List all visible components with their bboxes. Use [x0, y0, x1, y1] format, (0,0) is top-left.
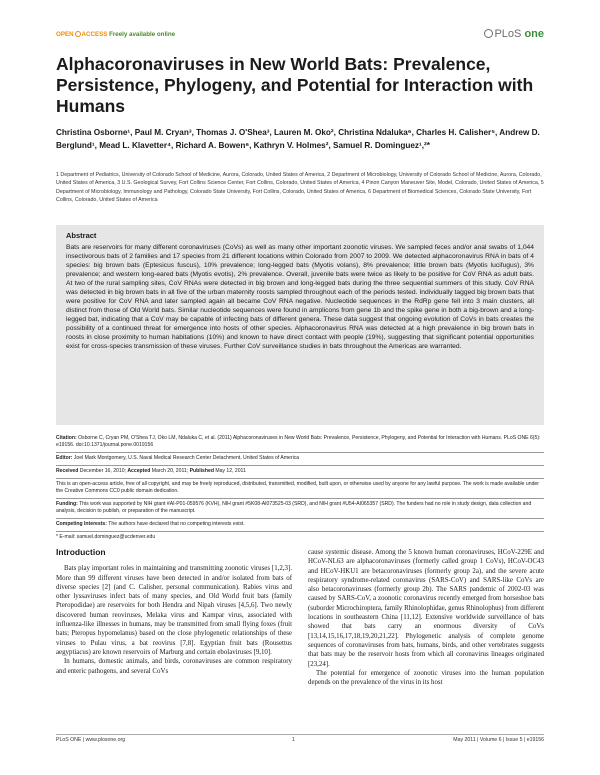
- published-date: May 12, 2011: [215, 468, 246, 474]
- logo-plos-text: PLoS: [494, 28, 522, 40]
- dates-row: [56, 466, 544, 479]
- body-column-right: [308, 548, 544, 687]
- affiliations: 1 Department of Pediatrics, University of Colorado School of Medicine, Aurora, Colorado, United States of America, 2 Department of Microbiology, University of Colorado School of Medicine, Aurora, Colorado, United States of America, 3 U.S. Geological Survey, Fort Collins Science Center, Fort Collins, Colorado, United States of America, 4 Pinon Canyon Maneuver Site, Model, Colorado, United States of America, 5 Department of Microbiology, Immunology and Pathology, Colorado State University, Fort Collins, Colorado, United States of America, 6 Department of Biomedical Sciences, Colorado State University, Fort Collins, Colorado, United States of America: [56, 172, 544, 204]
- received-date: December 16, 2010;: [79, 468, 126, 474]
- competing-interests-label: Competing Interests:: [56, 521, 107, 527]
- author-list: Christina Osborne¹, Paul M. Cryan³, Thomas J. O'Shea³, Lauren M. Oko², Christina Ndaluka⁶, Charles H. Calisher⁵, Andrew D. Berglund¹, Mead L. Klavetter⁴, Richard A. Bowen⁶, Kathryn V. Holmes², Samuel R. Dominguez¹,²*: [56, 128, 540, 150]
- journal-header: [56, 30, 544, 44]
- free-online-label: Freely available online: [109, 31, 176, 38]
- funding-text: This work was supported by NIH grant #AI-P01-059576 (KVH), NIH grant #5K08-AI073525-03 (SRD), and NIH grant #U54-AI065357 (SRD). The funders had no role in study design, data collection and analysis, decision to publish, or preparation of the manuscript.: [56, 501, 532, 514]
- citation-row: [56, 433, 544, 453]
- published-label: Published: [189, 468, 214, 474]
- accepted-label: Accepted: [127, 468, 151, 474]
- email-row: * E-mail: samuel.dominguez@ucdenver.edu: [56, 534, 156, 540]
- article-title: Alphacoronaviruses in New World Bats: Prevalence, Persistence, Phylogeny, and Potential for Interaction with Humans: [56, 54, 534, 116]
- citation-label: Citation:: [56, 435, 77, 441]
- editor-row: [56, 453, 544, 466]
- copyright-row: This is an open-access article, free of all copyright, and may be freely reproduced, distributed, transmitted, modified, built upon, or otherwise used by anyone for any lawful purpose. The work is made available under the Creative Commons CC0 public domain dedication.: [56, 479, 544, 499]
- footer-page-number: 1: [292, 737, 295, 743]
- intro-paragraph-1: Bats play important roles in maintaining and transmitting zoonotic viruses [1,2,3]. More than 99 different viruses have been detected in and/or isolated from bats of diverse species [2] (and C. Calisher, personal communication). Rabies virus and other lyssaviruses infect bats of many species, and Old World fruit bats (family Pteropodidae) are reservoirs for both Hendra and Nipah viruses [4,5,6]. Two newly discovered human reoviruses, Melaka virus and Kampar virus, associated with influenza-like illnesses in humans, may be transmitted from small flying foxes (fruit bats; Pteropus hypomelanus) based on the close phylogenetic relationships of these viruses to Pulau virus, a bat reovirus [7,8]. Egyptian fruit bats (Rousettus aegyptiacus) are known reservoirs of Marburg and certain ebolaviruses [9,10].: [56, 565, 292, 656]
- accepted-date: March 20, 2011;: [151, 468, 189, 474]
- funding-label: Funding:: [56, 501, 78, 507]
- intro-paragraph-4: The potential for emergence of zoonotic viruses into the human population depends on the prevalence of the virus in its host: [308, 669, 544, 687]
- plos-one-logo: [484, 28, 544, 40]
- intro-paragraph-2: In humans, domestic animals, and birds, coronaviruses are common respiratory and enteric pathogens, and several CoVs: [56, 658, 292, 675]
- footer-divider: [56, 734, 544, 735]
- plos-logo-icon: [484, 29, 493, 38]
- open-access-lock-icon: [75, 31, 81, 37]
- abstract-heading: Abstract: [66, 231, 97, 240]
- abstract-box: [56, 225, 544, 425]
- footer-issue: May 2011 | Volume 6 | Issue 5 | e19156: [453, 737, 544, 743]
- article-metadata: [56, 433, 544, 544]
- received-label: Received: [56, 468, 79, 474]
- citation-text: Osborne C, Cryan PM, O'Shea TJ, Oko LM, Ndaluka C, et al. (2011) Alphacoronaviruses in New World Bats: Prevalence, Persistence, Phylogeny, and Potential for Interaction with Humans. PLoS ONE 6(5): e19156. doi:10.1371/journal.pone.0019156: [56, 435, 541, 448]
- logo-one-text: one: [524, 28, 544, 40]
- access-label: ACCESS: [81, 31, 108, 38]
- editor-text: Joel Mark Montgomery, U.S. Naval Medical Research Center Detachment, United States of America: [73, 455, 300, 461]
- open-access-banner: [56, 31, 175, 38]
- open-label: OPEN: [56, 31, 74, 38]
- editor-label: Editor:: [56, 455, 73, 461]
- introduction-heading: Introduction: [56, 547, 106, 557]
- competing-interests-text: The authors have declared that no competing interests exist.: [108, 521, 245, 527]
- abstract-text: Bats are reservoirs for many different coronaviruses (CoVs) as well as many other important zoonotic viruses. We sampled feces and/or anal swabs of 1,044 insectivorous bats of 2 families and 17 species from 21 different locations within Colorado from 2007 to 2009. We detected alphacoronavirus RNA in bats of 4 species: big brown bats (Eptesicus fuscus), 10% prevalence; long-legged bats (Myotis volans), 8% prevalence; little brown bats (Myotis lucifugus), 3% prevalence; and western long-eared bats (Myotis evotis), 2% prevalence. Overall, juvenile bats were twice as likely to be positive for CoV RNA as adult bats. At two of the rural sampling sites, CoV RNAs were detected in big brown and long-legged bats during the three sequential summers of this study. CoV RNA was detected in big brown bats in all five of the urban maternity roosts sampled throughout each of the periods tested. Individually tagged big brown bats that were positive for CoV RNA and later sampled again all became CoV RNA negative. Nucleotide sequences in the RdRp gene fell into 3 main clusters, all distinct from those of Old World bats. Similar nucleotide sequences were found in amplicons from gene 1b and the spike gene in both a big-brown and a long-legged bat, indicating that a CoV may be capable of infecting bats of different genera. These data suggest that ongoing evolution of CoVs in bats creates the possibility of a continued threat for emergence into hosts of other species. Alphacoronavirus RNA was detected at a high prevalence in big brown bats in roosts in close proximity to human habitations (10%) and known to have direct contact with people (19%), suggesting that significant potential opportunities exist for cross-species transmission of these viruses. Further CoV surveillance studies in bats throughout the Americas are warranted.: [66, 244, 534, 350]
- intro-paragraph-3: cause systemic disease. Among the 5 known human coronaviruses, HCoV-229E and HCoV-NL63 are alphacoronaviruses (formerly called group 1 CoVs), HCoV-OC43 and HCoV-HKU1 are betacoronaviruses (formerly group 2a), and the severe acute respiratory syndrome-related coronavirus (SARS-CoV) and SARS-like CoVs are also betacoronaviruses (formerly group 2b). The SARS pandemic of 2002-03 was caused by SARS-CoV, a zoonotic coronavirus recently emerged from horseshoe bats (suborder Microchiroptera, family Rhinolophidae, genus Rhinolophus) from different locations in southeastern China [11,12]. Extensive worldwide surveillance of bats showed that bats carry an enormous diversity of CoVs [13,14,15,16,17,18,19,20,21,22]. Phylogenetic analysis of complete genome sequences of coronaviruses from bats, humans, birds, and other vertebrates suggests that bats may be the reservoir hosts from which all coronavirus lineages originated [23,24].: [308, 549, 544, 668]
- footer-journal: PLoS ONE | www.plosone.org: [56, 737, 126, 743]
- body-column-left: [56, 548, 292, 676]
- funding-row: [56, 499, 544, 519]
- competing-interests-row: [56, 519, 544, 532]
